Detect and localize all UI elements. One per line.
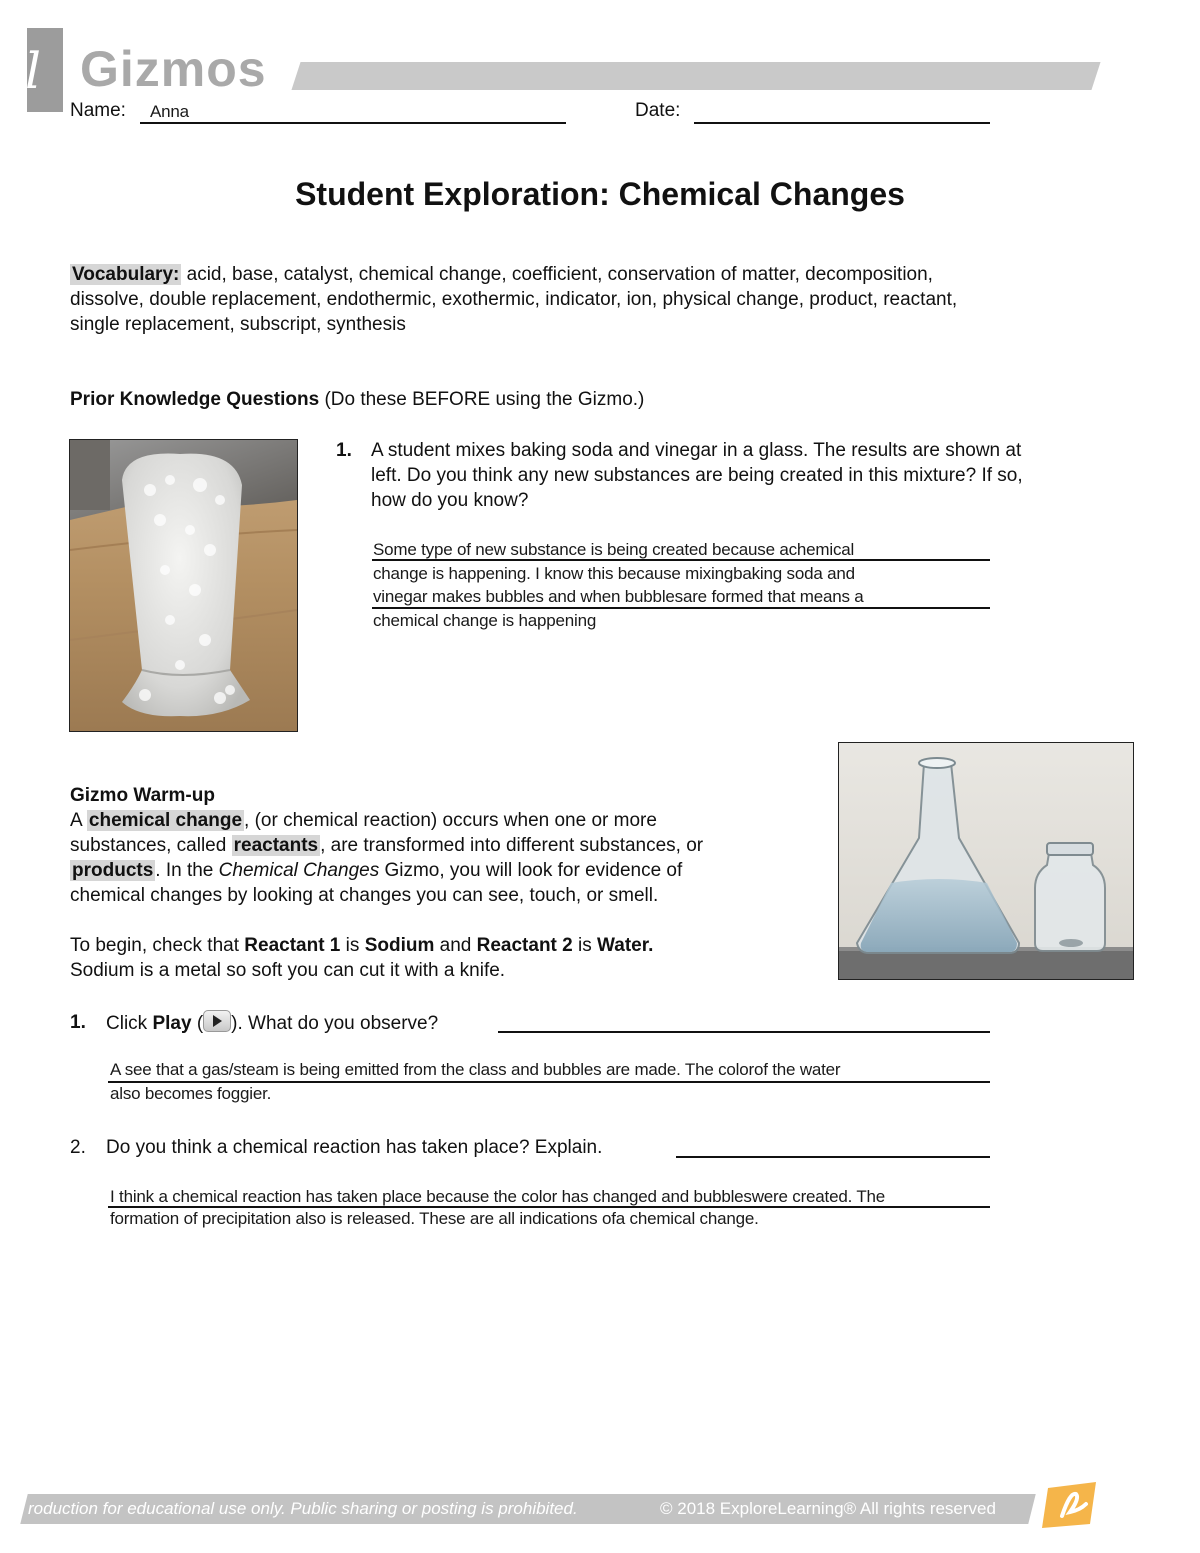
name-label: Name:	[70, 100, 126, 121]
answer-rule	[372, 607, 990, 609]
answer-rule	[372, 559, 990, 561]
brand-logo-text: Gizmos	[80, 41, 267, 97]
q-play-text: Click Play ( ). What do you observe?	[106, 1010, 438, 1036]
prior-knowledge-heading: Prior Knowledge Questions (Do these BEFORE using the Gizmo.)	[70, 389, 645, 410]
footer-copyright: © 2018 ExploreLearning® All rights reserved	[660, 1499, 996, 1518]
q1-text: A student mixes baking soda and vinegar in a glass. The results are shown at left. Do you think any new substances are being created in this mixture? If so, how do you know?	[371, 440, 1023, 511]
answer-line: A see that a gas/steam is being emitted from the class and bubbles are made. The colorof the water	[110, 1060, 841, 1079]
answer-line: Some type of new substance is being created because achemical	[373, 540, 855, 559]
warmup-heading: Gizmo Warm-up	[70, 785, 215, 806]
q-reaction-text: Do you think a chemical reaction has taken place? Explain.	[106, 1137, 603, 1158]
answer-line: also becomes foggier.	[110, 1084, 272, 1103]
play-button-icon[interactable]	[203, 1010, 231, 1032]
vocabulary-line: acid, base, catalyst, chemical change, coefficient, conservation of matter, decomposition,	[186, 264, 933, 285]
vocabulary-line: single replacement, subscript, synthesis	[70, 314, 406, 335]
gizmo-flask-image	[838, 742, 1134, 980]
answer-rule	[108, 1081, 990, 1083]
q-play-number: 1.	[70, 1012, 86, 1033]
q-play-blank	[498, 1031, 990, 1033]
brand-logo-mark: l	[27, 28, 63, 112]
term-reactants: reactants	[233, 835, 319, 856]
vocabulary-line: dissolve, double replacement, endothermic, exothermic, indicator, ion, physical change, product, reactant,	[70, 289, 958, 310]
explorelearning-logo-icon	[1040, 1478, 1102, 1530]
foam-glass-photo	[69, 439, 298, 732]
name-field[interactable]	[140, 100, 566, 124]
answer-line: chemical change is happening	[373, 611, 597, 630]
date-label: Date:	[635, 100, 681, 121]
answer-line: change is happening. I know this because mixingbaking soda and	[373, 564, 855, 583]
answer-line: vinegar makes bubbles and when bubblesare formed that means a	[373, 587, 864, 606]
q-reaction-blank	[676, 1156, 990, 1158]
answer-line: I think a chemical reaction has taken place because the color has changed and bubbleswere created. The	[110, 1187, 886, 1206]
footer-notice: roduction for educational use only. Public sharing or posting is prohibited.	[28, 1499, 578, 1518]
term-chemical-change: chemical change	[88, 810, 243, 831]
q1-number: 1.	[336, 440, 352, 461]
q-reaction-number: 2.	[70, 1137, 86, 1158]
answer-rule	[108, 1206, 990, 1208]
date-field[interactable]	[694, 100, 990, 124]
name-value: Anna	[150, 102, 189, 121]
page-title: Student Exploration: Chemical Changes	[295, 176, 905, 212]
header-bar	[291, 62, 1100, 90]
vocabulary-label: Vocabulary:	[72, 264, 180, 285]
vocabulary-block	[70, 262, 1130, 337]
answer-line: formation of precipitation also is released. These are all indications ofa chemical change.	[110, 1209, 759, 1228]
term-products: products	[72, 860, 154, 881]
warmup-section: Gizmo Warm-up A chemical change , (or chemical reaction) occurs when one or more substances, called reactants , are transformed into different substances, or products . In the Chemical Changes Gizmo, you will look for evidence of chemical changes by looking at changes you can see, touch, or smell. To begin, check that Reactant 1 is Sodium and Reactant 2 is Water. Sodium is a metal so soft you can cut it with a knife.	[70, 785, 704, 981]
